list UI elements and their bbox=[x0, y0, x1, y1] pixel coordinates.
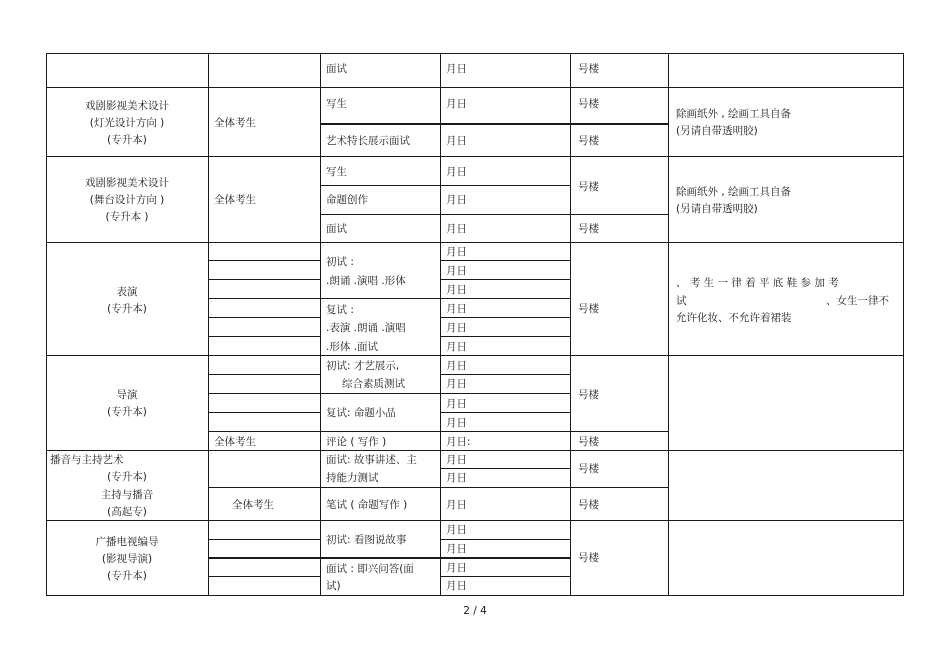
table-rule bbox=[320, 53, 321, 596]
table-rule bbox=[440, 317, 570, 318]
table-rule bbox=[208, 336, 320, 337]
exam-item: 写生 bbox=[326, 166, 347, 178]
page-number: 2 / 4 bbox=[463, 605, 487, 617]
table-rule bbox=[668, 53, 669, 596]
exam-date: 月日 bbox=[446, 246, 467, 258]
table-rule bbox=[208, 279, 320, 280]
exam-item: 初试: 看图说故事 bbox=[326, 534, 407, 546]
exam-date: 月日: bbox=[446, 436, 471, 448]
exam-building: 号楼 bbox=[578, 463, 599, 475]
table-rule bbox=[208, 260, 320, 261]
exam-item: 复试: 命题小品 bbox=[326, 407, 396, 419]
major-direction: (影视导演) bbox=[101, 553, 153, 565]
table-rule bbox=[46, 87, 904, 88]
major-level: (专升本) bbox=[107, 303, 147, 315]
exam-item: 综合素质测试 bbox=[342, 378, 405, 390]
major-level: (专升本) bbox=[107, 570, 147, 582]
major-level: (专升本) bbox=[107, 471, 147, 483]
major-name: 戏剧影视美术设计 bbox=[85, 177, 169, 189]
table-rule bbox=[208, 539, 320, 540]
exam-date: 月日 bbox=[446, 543, 467, 555]
exam-item: .形体 .面试 bbox=[326, 341, 379, 353]
exam-building: 号楼 bbox=[578, 181, 599, 193]
table-rule bbox=[440, 576, 570, 577]
major-name: 导演 bbox=[116, 389, 138, 401]
exam-date: 月日 bbox=[446, 524, 467, 536]
exam-item: 复试 : bbox=[326, 304, 354, 316]
table-rule bbox=[208, 53, 209, 596]
exam-date: 月日 bbox=[446, 360, 467, 372]
exam-date: 月日 bbox=[446, 580, 467, 592]
exam-scope: 全体考生 bbox=[214, 436, 256, 448]
exam-item: 面试 : 即兴问答(面 bbox=[326, 563, 414, 575]
exam-item: 笔试 ( 命题写作 ) bbox=[326, 499, 408, 511]
table-rule bbox=[440, 374, 570, 375]
exam-building: 号楼 bbox=[578, 223, 599, 235]
table-rule bbox=[46, 156, 904, 157]
major-level: (专升本 ) bbox=[105, 211, 149, 223]
major-direction: (舞台设计方向 ) bbox=[89, 194, 165, 206]
major-name: 表演 bbox=[116, 286, 138, 298]
exam-date: 月日 bbox=[446, 223, 467, 235]
exam-item: 初试: 才艺展示, bbox=[326, 360, 400, 372]
exam-building: 号楼 bbox=[578, 98, 599, 110]
exam-date: 月日 bbox=[446, 284, 467, 296]
exam-date: 月日 bbox=[446, 98, 467, 110]
major-name: 广播电视编导 bbox=[95, 536, 159, 548]
table-rule bbox=[46, 242, 904, 243]
table-rule bbox=[440, 412, 570, 413]
exam-item: 写生 bbox=[326, 98, 347, 110]
exam-date: 月日 bbox=[446, 499, 467, 511]
table-rule bbox=[208, 557, 570, 559]
table-rule bbox=[208, 412, 320, 413]
table-rule bbox=[46, 450, 904, 451]
exam-date: 月日 bbox=[446, 166, 467, 178]
exam-date: 月日 bbox=[446, 194, 467, 206]
table-rule bbox=[440, 260, 570, 261]
exam-building: 号楼 bbox=[578, 389, 599, 401]
exam-scope: 全体考生 bbox=[232, 499, 274, 511]
exam-date: 月日 bbox=[446, 398, 467, 410]
exam-item: 面试 bbox=[326, 223, 347, 235]
table-rule bbox=[903, 53, 904, 596]
table-rule bbox=[46, 520, 904, 521]
exam-note: (另请自带透明胶) bbox=[676, 203, 758, 215]
exam-date: 月日 bbox=[446, 303, 467, 315]
exam-date: 月日 bbox=[446, 417, 467, 429]
exam-note: 除画纸外 , 绘画工具自备 bbox=[676, 108, 792, 120]
table-rule bbox=[208, 317, 320, 318]
exam-building: 号楼 bbox=[578, 436, 599, 448]
exam-date: 月日 bbox=[446, 562, 467, 574]
exam-item: 艺术特长展示面试 bbox=[326, 135, 410, 147]
table-rule bbox=[46, 355, 904, 356]
table-rule bbox=[208, 393, 570, 394]
exam-note: 、女生一律不 bbox=[826, 295, 889, 307]
exam-building: 号楼 bbox=[578, 135, 599, 147]
table-rule bbox=[208, 576, 320, 577]
major-name: 播音与主持艺术 bbox=[50, 454, 124, 466]
major-direction: (灯光设计方向 ) bbox=[89, 117, 165, 129]
table-rule bbox=[208, 298, 570, 299]
table-rule bbox=[320, 123, 669, 125]
exam-item: 评论 ( 写作 ) bbox=[326, 436, 387, 448]
exam-note: (另请自带透明胶) bbox=[676, 125, 758, 137]
exam-note: 除画纸外 , 绘画工具自备 bbox=[676, 186, 792, 198]
table-rule bbox=[320, 185, 570, 186]
table-rule bbox=[440, 539, 570, 540]
major-level: (高起专) bbox=[107, 506, 147, 518]
table-rule bbox=[440, 279, 570, 280]
exam-note: 试 bbox=[676, 295, 687, 307]
major-name: 主持与播音 bbox=[100, 489, 154, 501]
exam-building: 号楼 bbox=[578, 303, 599, 315]
major-name: 戏剧影视美术设计 bbox=[85, 100, 169, 112]
table-rule bbox=[208, 431, 668, 432]
exam-item: 持能力测试 bbox=[326, 472, 379, 484]
table-rule bbox=[208, 374, 320, 375]
exam-item: 面试: 故事讲述、主 bbox=[326, 454, 417, 466]
exam-item: .表演 .朗诵 .演唱 bbox=[326, 322, 406, 334]
exam-date: 月日 bbox=[446, 135, 467, 147]
table-rule bbox=[440, 336, 570, 337]
exam-date: 月日 bbox=[446, 454, 467, 466]
exam-building: 号楼 bbox=[578, 499, 599, 511]
table-rule bbox=[440, 53, 441, 596]
exam-date: 月日 bbox=[446, 378, 467, 390]
table-rule bbox=[570, 53, 571, 596]
table-rule bbox=[320, 214, 669, 215]
exam-date: 月日 bbox=[446, 322, 467, 334]
table-rule bbox=[46, 53, 904, 54]
exam-date: 月日 bbox=[446, 63, 467, 75]
exam-item: 命题创作 bbox=[326, 194, 368, 206]
exam-building: 号楼 bbox=[578, 552, 599, 564]
exam-note: 、 考 生 一 律 着 平 底 鞋 参 加 考 bbox=[676, 277, 839, 289]
exam-date: 月日 bbox=[446, 472, 467, 484]
exam-date: 月日 bbox=[446, 341, 467, 353]
major-level: (专升本) bbox=[107, 406, 147, 418]
exam-item: 面试 bbox=[326, 63, 347, 75]
table-rule bbox=[46, 595, 904, 596]
exam-building: 号楼 bbox=[578, 63, 599, 75]
exam-item: 初试 : bbox=[326, 256, 354, 268]
exam-scope: 全体考生 bbox=[214, 194, 256, 206]
exam-scope: 全体考生 bbox=[214, 117, 256, 129]
exam-note: 允许化妆、不允许着裙装 bbox=[676, 312, 792, 324]
exam-item: 试) bbox=[326, 580, 341, 592]
major-level: (专升本) bbox=[107, 134, 147, 146]
table-rule bbox=[440, 468, 570, 469]
exam-date: 月日 bbox=[446, 265, 467, 277]
table-rule bbox=[208, 487, 668, 488]
exam-item: .朗诵 .演唱 .形体 bbox=[326, 275, 406, 287]
